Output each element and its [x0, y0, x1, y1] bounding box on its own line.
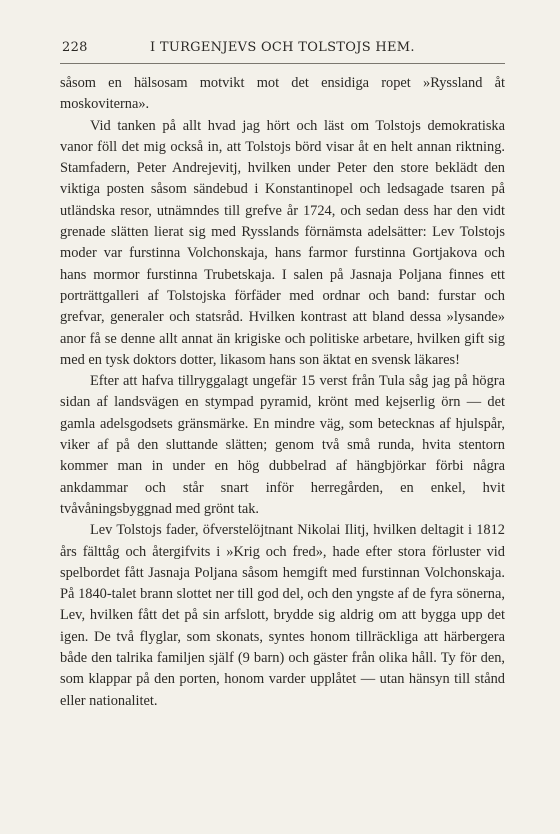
header-rule	[60, 63, 505, 64]
body-text	[60, 73, 505, 712]
paragraph: Efter att hafva tillryggalagt ungefär 15 verst från Tula såg jag på högra sidan af landsvägen en stympad pyramid, krönt med kejserlig örn — det gamla adelsgodsets gränsmärke. En mindre väg, som betecknas af hjulspår, viker af på den sluttande slätten; genom två små runda, hvita stentorn kommer man in under en hög dubbelrad af hängbjörkar förbi några ankdammar och står snart inför herregården, en enkel, hvit tvåvåningsbyggnad med grönt tak.	[60, 373, 505, 517]
page-number: 228	[62, 40, 88, 55]
running-header	[60, 40, 500, 60]
paragraph: Vid tanken på allt hvad jag hört och läst om Tolstojs demokratiska vanor föll det mig också in, att Tolstojs börd visar åt en helt annan riktning. Stamfadern, Peter Andrejevitj, hvilken under Peter den store beklädt den viktiga posten såsom sändebud i Konstantinopel och ledsagade tsaren på utländska resor, utnämndes till grefve år 1724, och sedan dess har den vidt grenade slätten lierat sig med Rysslands förnämsta adelsätter: Lev Tolstojs moder var furstinna Volchonskaja, hans farmor furstinna Gortjakova och hans mormor furstinna Trubetskaja. I salen på Jasnaja Poljana finnes ett porträttgalleri af Tolstojska förfäder med ordnar och band: furstar och grefvar, generaler och statsråd. Hvilken kontrast att bland dessa »lysande» anor få se denne allt annat än krigiske och politiske arbetare, hvilken gift sig med en tysk doktors dotter, likasom hans son äktat en svensk läkares!	[60, 117, 505, 368]
paragraph-continuation: såsom en hälsosam motvikt mot det ensidiga ropet »Ryssland åt moskoviterna».	[60, 75, 505, 113]
paragraph: Lev Tolstojs fader, öfverstelöjtnant Nikolai Ilitj, hvilken deltagit i 1812 års fälttåg och återgifvits i »Krig och fred», hade efter stora förluster vid spelbordet fått Jasnaja Poljana såsom hemgift med furstinnan Volchonskaja. På 1840-talet brann slottet ner till god del, och den yngste af de fyra sönerna, Lev, hvilken fått det på sin arfslott, brydde sig aldrig om att bygga upp det igen. De två flyglar, som skonats, syntes honom tillräckliga att härbergera både den talrika familjen själf (9 barn) och gäster från olika håll. Ty för den, som klappar på den porten, honom varder upplåtet — utan hänsyn till stånd eller nationalitet.	[60, 522, 505, 709]
running-title: I TURGENJEVS OCH TOLSTOJS HEM.	[150, 40, 415, 55]
